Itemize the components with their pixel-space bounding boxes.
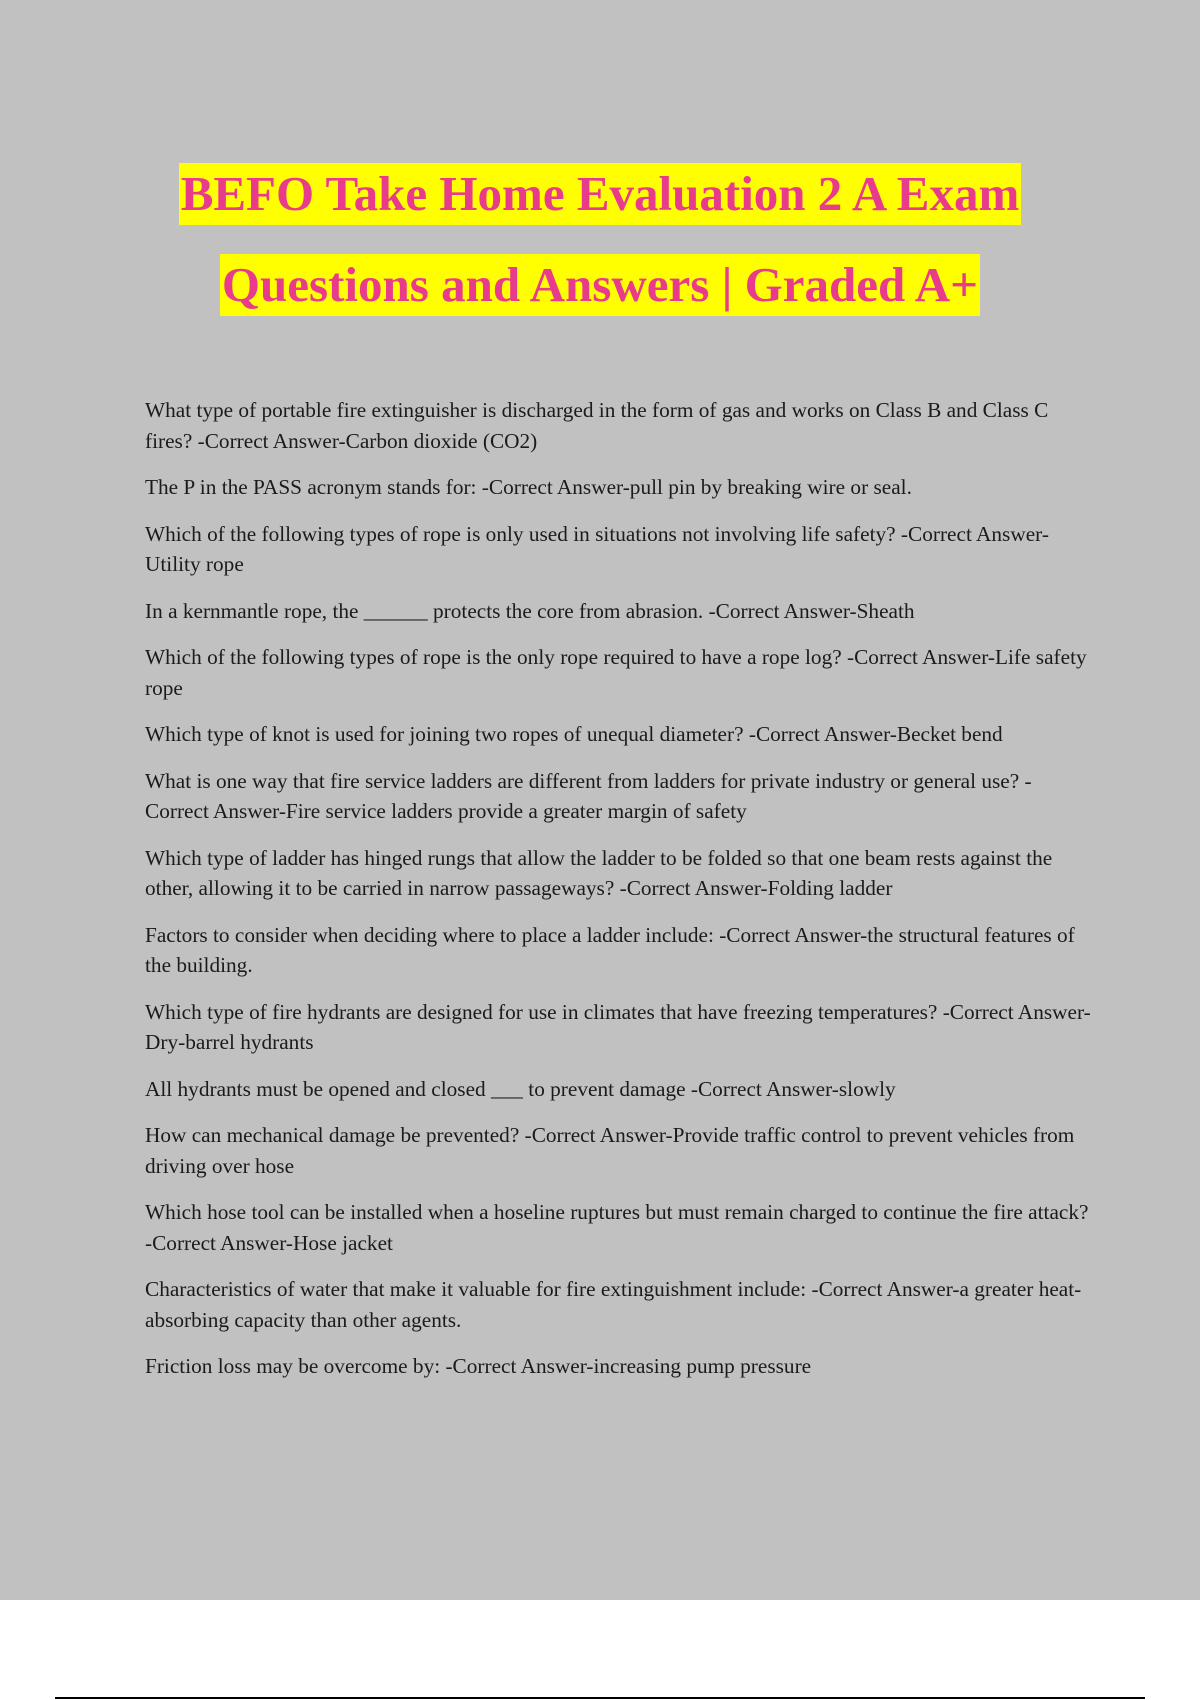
document-title <box>0 163 1200 345</box>
qa-list <box>145 395 1095 1398</box>
qa-item: In a kernmantle rope, the ______ protects the core from abrasion. -Correct Answer-Sheath <box>145 598 915 623</box>
qa-item: Characteristics of water that make it valuable for fire extinguishment include: -Correct Answer-a greater heat-absorbing capacity than other agents. <box>145 1277 1082 1332</box>
qa-item: Which hose tool can be installed when a hoseline ruptures but must remain charged to continue the fire attack? -Correct Answer-Hose jacket <box>145 1200 1089 1255</box>
qa-item: What type of portable fire extinguisher is discharged in the form of gas and works on Class B and Class C fires? -Correct Answer-Carbon dioxide (CO2) <box>145 398 1049 453</box>
qa-item: What is one way that fire service ladders are different from ladders for private industry or general use? -Correct Answer-Fire service ladders provide a greater margin of safety <box>145 768 1032 823</box>
qa-item: Which type of knot is used for joining two ropes of unequal diameter? -Correct Answer-Becket bend <box>145 722 1003 746</box>
qa-item: Factors to consider when deciding where to place a ladder include: -Correct Answer-the structural features of the building. <box>145 922 1075 977</box>
qa-item: Which of the following types of rope is the only rope required to have a rope log? -Correct Answer-Life safety rope <box>145 645 1087 700</box>
qa-item: Which of the following types of rope is only used in situations not involving life safety? -Correct Answer-Utility rope <box>145 521 1049 576</box>
qa-item: Which type of ladder has hinged rungs that allow the ladder to be folded so that one beam rests against the other, allowing it to be carried in narrow passageways? -Correct Answer-Folding ladder <box>145 845 1053 900</box>
qa-item: Friction loss may be overcome by: -Correct Answer-increasing pump pressure <box>145 1354 812 1378</box>
qa-item: All hydrants must be opened and closed ___ to prevent damage -Correct Answer-slowly <box>145 1076 896 1101</box>
qa-item: How can mechanical damage be prevented? -Correct Answer-Provide traffic control to prevent vehicles from driving over hose <box>145 1123 1075 1178</box>
qa-item: The P in the PASS acronym stands for: -Correct Answer-pull pin by breaking wire or seal. <box>145 475 912 499</box>
qa-item: Which type of fire hydrants are designed for use in climates that have freezing temperatures? -Correct Answer-Dry-barrel hydrants <box>145 999 1091 1054</box>
title-line-2: Questions and Answers | Graded A+ <box>220 254 980 316</box>
title-line-1: BEFO Take Home Evaluation 2 A Exam <box>179 163 1022 225</box>
footer-divider <box>55 1697 1145 1699</box>
